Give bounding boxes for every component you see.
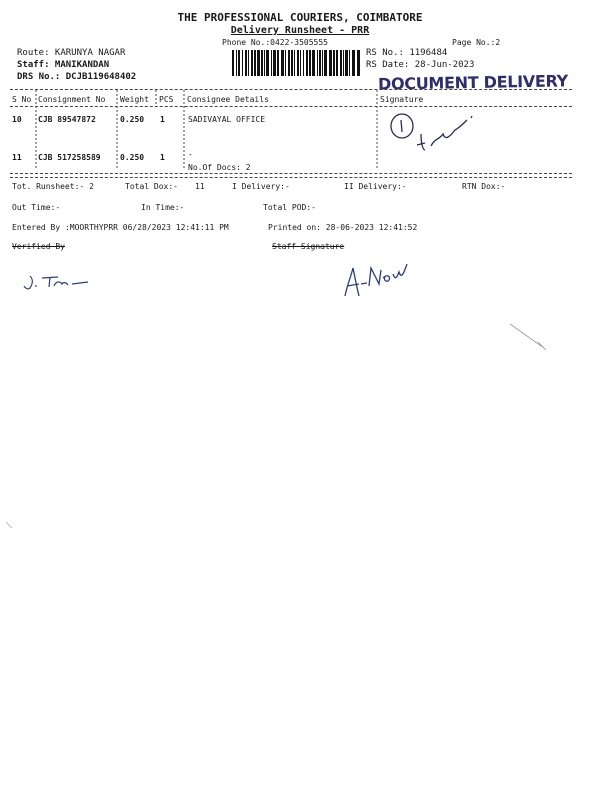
table-bottom-rule-2 — [10, 177, 572, 178]
drs-number: DRS No.: DCJB119648402 — [17, 72, 137, 82]
row-consignment: CJB 517258589 — [38, 153, 101, 162]
col-header-weight: Weight — [120, 95, 149, 104]
document-title: Delivery Runsheet - PRR — [230, 25, 370, 36]
page-number: Page No.:2 — [452, 38, 501, 47]
row-sno: 11 — [12, 153, 22, 162]
consignee-signature-icon — [385, 110, 485, 170]
col-header-pcs: PCS — [159, 95, 174, 104]
row-sno: 10 — [12, 115, 22, 124]
rs-date: RS Date: 28-Jun-2023 — [366, 60, 475, 70]
route-label: Route: KARUNYA NAGAR — [17, 48, 126, 58]
col-header-consignment: Consignment No — [38, 95, 106, 104]
total-dox-value: 11 — [195, 182, 205, 191]
out-time: Out Time:- — [12, 203, 61, 212]
total-runsheet: Tot. Runsheet:- 2 — [12, 182, 94, 191]
in-time: In Time:- — [141, 203, 185, 212]
staff-label: Staff: MANIKANDAN — [17, 60, 110, 70]
row-doc-count: No.Of Docs: 2 — [188, 163, 251, 172]
rs-number: RS No.: 1196484 — [366, 48, 448, 58]
col-header-signature: Signature — [380, 95, 424, 104]
row-consignee: - — [188, 150, 193, 159]
row-weight: 0.250 — [120, 115, 145, 124]
verified-by-label: Verified By — [12, 242, 65, 251]
staff-signature-label: Staff Signature — [272, 242, 345, 251]
row-consignee: SADIVAYAL OFFICE — [188, 115, 266, 124]
ii-delivery: II Delivery:- — [344, 182, 407, 191]
document-delivery-stamp: DOCUMENT DELIVERY — [377, 71, 569, 94]
col-header-sno: S No — [12, 95, 32, 104]
phone-number: Phone No.:0422-3505555 — [222, 38, 328, 47]
i-delivery: I Delivery:- — [232, 182, 290, 191]
col-header-consignee: Consignee Details — [187, 95, 269, 104]
total-dox-label: Total Dox:- — [125, 182, 178, 191]
barcode — [232, 50, 360, 76]
scan-mark-icon — [508, 320, 568, 360]
staff-signature-icon — [333, 256, 423, 306]
rtn-dox: RTN Dox:- — [462, 182, 506, 191]
entered-by: Entered By :MOORTHYPRR 06/28/2023 12:41:11 PM — [12, 223, 229, 232]
total-pod: Total POD:- — [263, 203, 316, 212]
row-pcs: 1 — [160, 115, 165, 124]
verifier-signature-icon — [22, 272, 102, 302]
row-weight: 0.250 — [120, 153, 145, 162]
company-name: THE PROFESSIONAL COURIERS, COIMBATORE — [177, 11, 423, 24]
printed-on: Printed on: 28-06-2023 12:41:52 — [268, 223, 418, 232]
table-bottom-rule — [10, 173, 572, 174]
row-pcs: 1 — [160, 153, 165, 162]
scan-tick-icon — [4, 520, 34, 540]
row-consignment: CJB 89547872 — [38, 115, 96, 124]
